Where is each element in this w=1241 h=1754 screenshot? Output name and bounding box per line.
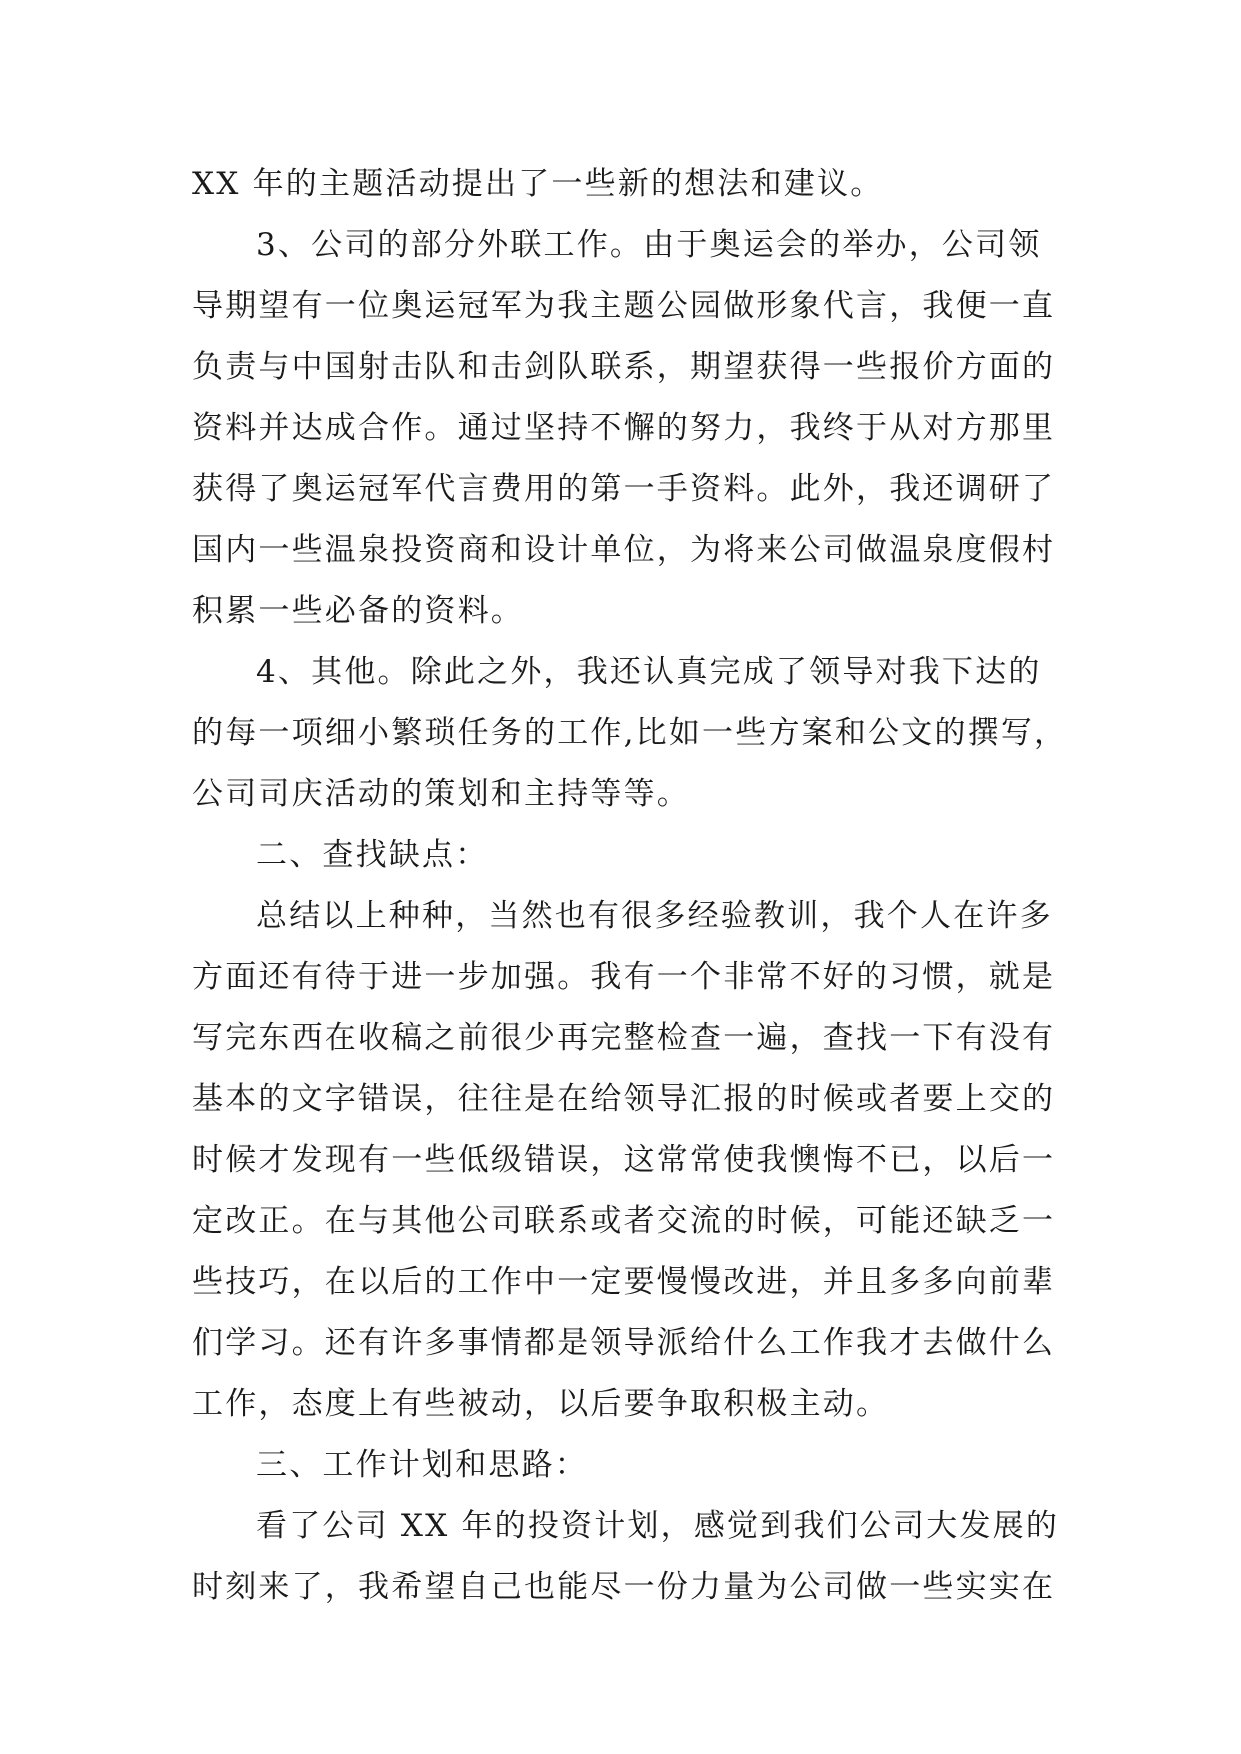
text-line: 时刻来了，我希望自己也能尽一份力量为公司做一些实实在 [192,1569,1056,1605]
text-line: 基本的文字错误，往往是在给领导汇报的时候或者要上交的 [192,1081,1056,1117]
text-line: 3、公司的部分外联工作。由于奥运会的举办，公司领 [256,227,1042,263]
text-line: 获得了奥运冠军代言费用的第一手资料。此外，我还调研了 [192,471,1056,507]
text-line: 定改正。在与其他公司联系或者交流的时候，可能还缺乏一 [192,1203,1056,1239]
text-line: 总结以上种种，当然也有很多经验教训，我个人在许多 [256,898,1053,934]
text-line: 导期望有一位奥运冠军为我主题公园做形象代言，我便一直 [192,288,1056,324]
text-line: 们学习。还有许多事情都是领导派给什么工作我才去做什么 [192,1325,1056,1361]
text-line: 资料并达成合作。通过坚持不懈的努力，我终于从对方那里 [192,410,1056,446]
text-line: 方面还有待于进一步加强。我有一个非常不好的习惯，就是 [192,959,1056,995]
text-line: 些技巧，在以后的工作中一定要慢慢改进，并且多多向前辈 [192,1264,1056,1300]
text-line: 工作，态度上有些被动，以后要争取积极主动。 [192,1386,890,1422]
text-line: 时候才发现有一些低级错误，这常常使我懊悔不已，以后一 [192,1142,1056,1178]
section-heading: 二、查找缺点： [256,837,489,873]
text-line: 负责与中国射击队和击剑队联系，期望获得一些报价方面的 [192,349,1056,385]
text-line: 公司司庆活动的策划和主持等等。 [192,776,690,812]
text-line: 积累一些必备的资料。 [192,593,524,629]
text-line: 4、其他。除此之外，我还认真完成了领导对我下达的 [256,654,1042,690]
text-line: 看了公司 XX 年的投资计划，感觉到我们公司大发展的 [256,1508,1060,1544]
section-heading: 三、工作计划和思路： [256,1447,588,1483]
text-line: 的每一项细小繁琐任务的工作,比如一些方案和公文的撰写， [192,715,1068,751]
text-line: 写完东西在收稿之前很少再完整检查一遍，查找一下有没有 [192,1020,1056,1056]
text-line: XX 年的主题活动提出了一些新的想法和建议。 [192,166,884,202]
text-line: 国内一些温泉投资商和设计单位，为将来公司做温泉度假村 [192,532,1056,568]
body-text [192,154,1068,1618]
